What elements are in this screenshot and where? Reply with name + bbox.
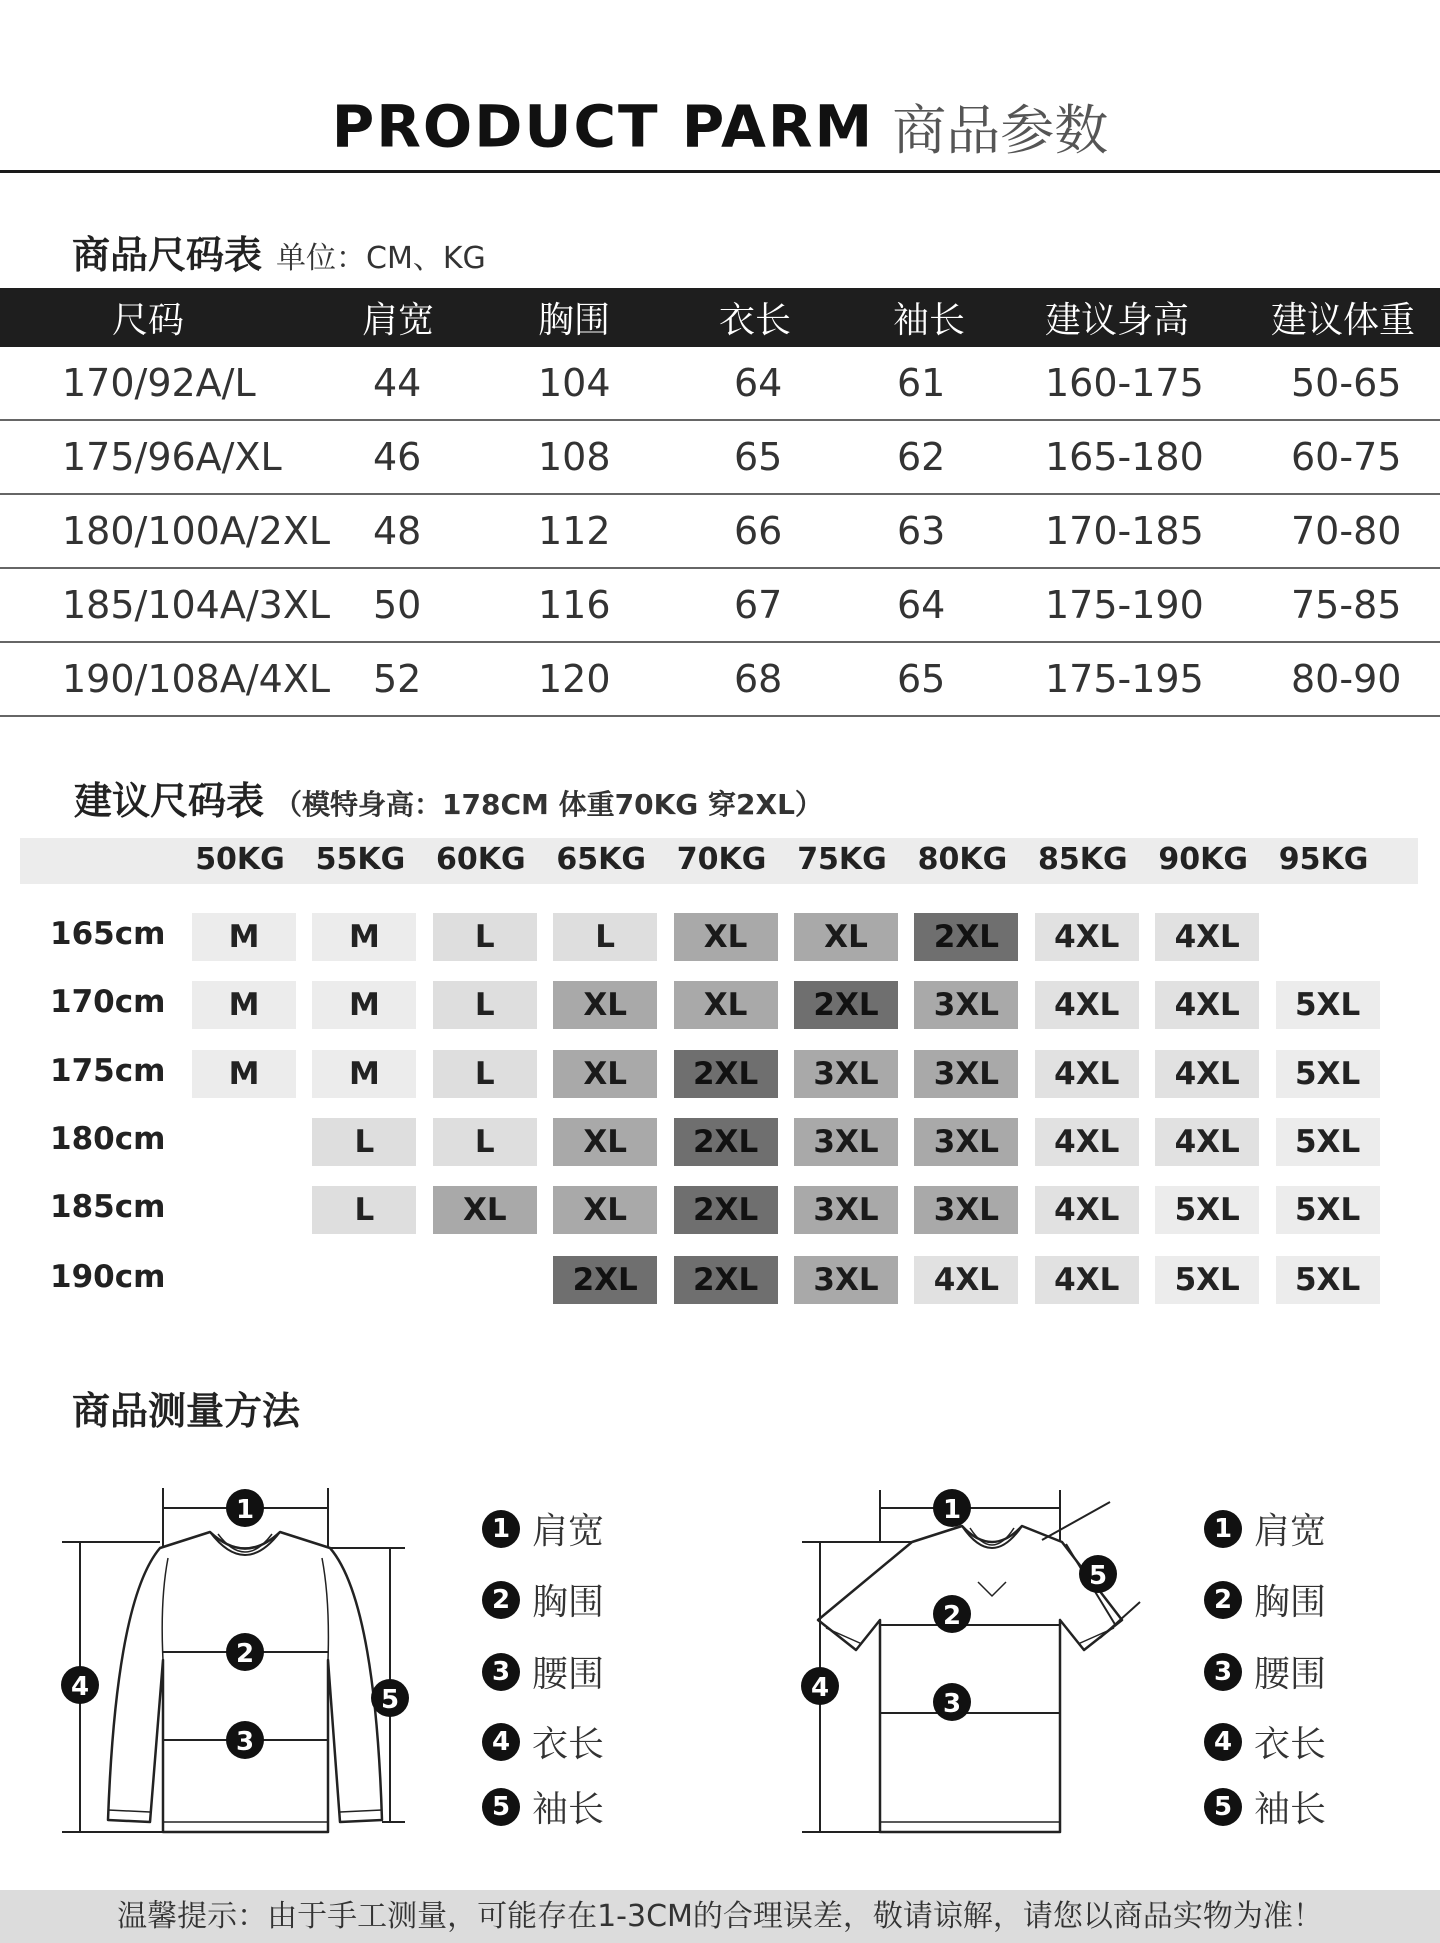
table-cell: 61 (870, 347, 1025, 420)
legend-label: 袖长 (532, 1789, 605, 1830)
table-cell: 67 (698, 568, 870, 642)
svg-text:4: 4 (810, 1673, 830, 1703)
table-row (0, 347, 1440, 420)
legend-item (482, 1503, 605, 1552)
table-row (0, 568, 1440, 642)
page-header (0, 88, 1440, 165)
size-cell: 3XL (794, 1118, 898, 1166)
table-cell: 160-175 (1025, 347, 1246, 420)
size-cell: 4XL (1035, 1118, 1139, 1166)
legend-number: 3 (482, 1653, 520, 1691)
table-cell: 108 (518, 420, 698, 494)
legend-item (1204, 1503, 1327, 1552)
size-cell: 3XL (794, 1050, 898, 1098)
weight-label: 70KG (676, 842, 767, 877)
table-row (0, 420, 1440, 494)
size-table (0, 288, 1440, 717)
size-cell: M (192, 981, 296, 1029)
height-label: 180cm (50, 1121, 166, 1157)
size-cell: 2XL (674, 1118, 778, 1166)
height-label: 170cm (50, 984, 166, 1020)
legend-label: 腰围 (1254, 1654, 1327, 1695)
size-cell: 2XL (674, 1256, 778, 1304)
table-cell: 175/96A/XL (0, 420, 345, 494)
table-cell: 44 (345, 347, 518, 420)
table-cell: 64 (698, 347, 870, 420)
size-cell: 5XL (1276, 1256, 1380, 1304)
col-header: 建议体重 (1246, 288, 1440, 347)
size-cell: 4XL (1035, 913, 1139, 961)
recommend-section-note: （模特身高：178CM 体重70KG 穿2XL） (274, 788, 823, 821)
legend-item (482, 1574, 605, 1623)
weight-label: 90KG (1158, 842, 1248, 877)
weight-label: 65KG (556, 842, 646, 877)
table-cell: 170-185 (1025, 494, 1246, 568)
table-cell: 70-80 (1246, 494, 1440, 568)
size-cell: 2XL (553, 1256, 657, 1304)
legend-item (482, 1716, 605, 1765)
size-cell: 3XL (914, 1118, 1018, 1166)
table-row (0, 642, 1440, 716)
legend-number: 4 (482, 1723, 520, 1761)
table-cell: 46 (345, 420, 518, 494)
table-cell: 175-190 (1025, 568, 1246, 642)
table-cell: 50-65 (1246, 347, 1440, 420)
size-section-unit: 单位：CM、KG (276, 241, 486, 276)
table-cell: 65 (870, 642, 1025, 716)
legend-number: 4 (1204, 1723, 1242, 1761)
table-cell: 75-85 (1246, 568, 1440, 642)
size-cell: 3XL (914, 1186, 1018, 1234)
table-cell: 65 (698, 420, 870, 494)
size-section-heading: 商品尺码表 (72, 233, 263, 277)
size-cell: 4XL (1035, 1050, 1139, 1098)
size-cell: L (312, 1118, 416, 1166)
size-cell: 4XL (1155, 913, 1259, 961)
size-cell: 5XL (1276, 1186, 1380, 1234)
legend-item (1204, 1646, 1327, 1695)
recommend-section-heading: 建议尺码表 (74, 779, 265, 823)
size-cell: XL (553, 1050, 657, 1098)
size-cell: XL (553, 1186, 657, 1234)
svg-text:2: 2 (235, 1639, 255, 1669)
table-cell: 62 (870, 420, 1025, 494)
legend-label: 衣长 (1254, 1724, 1327, 1765)
size-cell: 3XL (794, 1186, 898, 1234)
header-divider (0, 170, 1440, 173)
table-cell: 64 (870, 568, 1025, 642)
height-label: 175cm (50, 1053, 166, 1089)
height-label: 165cm (50, 916, 166, 952)
legend-label: 胸围 (532, 1582, 605, 1623)
long-sleeve-diagram (60, 1470, 430, 1840)
table-cell: 170/92A/L (0, 347, 345, 420)
legend-number: 5 (482, 1788, 520, 1826)
svg-text:5: 5 (1088, 1561, 1108, 1591)
table-cell: 50 (345, 568, 518, 642)
size-cell: 4XL (1035, 981, 1139, 1029)
page-title-cn: 商品参数 (892, 99, 1109, 162)
table-cell: 63 (870, 494, 1025, 568)
svg-text:1: 1 (942, 1495, 962, 1525)
legend-label: 肩宽 (532, 1511, 605, 1552)
size-cell: 2XL (674, 1050, 778, 1098)
size-table-header (0, 288, 1440, 347)
table-cell: 185/104A/3XL (0, 568, 345, 642)
weight-label: 80KG (917, 842, 1008, 877)
table-cell: 112 (518, 494, 698, 568)
legend-label: 袖长 (1254, 1789, 1327, 1830)
page-title-en: PRODUCT PARM (331, 92, 875, 161)
table-cell: 68 (698, 642, 870, 716)
size-cell: L (312, 1186, 416, 1234)
size-cell: 3XL (794, 1256, 898, 1304)
size-cell: 5XL (1276, 1050, 1380, 1098)
legend-label: 肩宽 (1254, 1511, 1327, 1552)
size-cell: 5XL (1276, 981, 1380, 1029)
legend-item (482, 1646, 605, 1695)
svg-text:3: 3 (235, 1727, 255, 1757)
size-cell: L (553, 913, 657, 961)
weight-label: 95KG (1278, 842, 1369, 877)
table-cell: 120 (518, 642, 698, 716)
size-cell: 2XL (794, 981, 898, 1029)
size-cell: 5XL (1155, 1256, 1259, 1304)
col-header: 袖长 (870, 288, 1025, 347)
recommend-section-title (74, 770, 823, 825)
size-cell: M (312, 981, 416, 1029)
svg-text:1: 1 (235, 1495, 255, 1525)
size-cell: M (192, 1050, 296, 1098)
table-cell: 190/108A/4XL (0, 642, 345, 716)
legend-item (1204, 1781, 1327, 1830)
size-cell: L (433, 1118, 537, 1166)
size-cell: 3XL (914, 1050, 1018, 1098)
size-cell: 4XL (1155, 1118, 1259, 1166)
legend-number: 2 (1204, 1581, 1242, 1619)
weight-label: 55KG (315, 842, 406, 877)
size-cell: 2XL (914, 913, 1018, 961)
weight-label: 75KG (797, 842, 887, 877)
col-header: 肩宽 (345, 288, 518, 347)
table-cell: 66 (698, 494, 870, 568)
size-cell: M (312, 913, 416, 961)
legend-number: 1 (1204, 1510, 1242, 1548)
size-cell: M (192, 913, 296, 961)
legend-label: 衣长 (532, 1724, 605, 1765)
legend-number: 5 (1204, 1788, 1242, 1826)
size-cell: 4XL (1155, 1050, 1259, 1098)
footer-note: 温馨提示：由于手工测量，可能存在1-3CM的合理误差，敬请谅解，请您以商品实物为准！ (0, 1890, 1440, 1943)
size-cell: L (433, 913, 537, 961)
weight-label: 50KG (195, 842, 285, 877)
size-cell: 4XL (1035, 1186, 1139, 1234)
table-cell: 165-180 (1025, 420, 1246, 494)
size-cell: XL (674, 913, 778, 961)
size-cell: XL (674, 981, 778, 1029)
size-cell: XL (553, 1118, 657, 1166)
size-cell: 2XL (674, 1186, 778, 1234)
legend-item (1204, 1574, 1327, 1623)
table-cell: 80-90 (1246, 642, 1440, 716)
legend-number: 2 (482, 1581, 520, 1619)
size-cell: M (312, 1050, 416, 1098)
table-cell: 104 (518, 347, 698, 420)
height-label: 190cm (50, 1259, 166, 1295)
svg-text:5: 5 (380, 1685, 400, 1715)
table-cell: 60-75 (1246, 420, 1440, 494)
size-cell: L (433, 981, 537, 1029)
tshirt-diagram (792, 1470, 1182, 1840)
size-cell: 4XL (1035, 1256, 1139, 1304)
size-cell: 4XL (1155, 981, 1259, 1029)
col-header: 尺码 (0, 288, 345, 347)
table-row (0, 494, 1440, 568)
size-cell: 4XL (914, 1256, 1018, 1304)
size-cell: 3XL (914, 981, 1018, 1029)
legend-label: 腰围 (532, 1654, 605, 1695)
svg-text:4: 4 (70, 1672, 90, 1702)
height-label: 185cm (50, 1189, 166, 1225)
col-header: 胸围 (518, 288, 698, 347)
size-cell: 5XL (1276, 1118, 1380, 1166)
svg-text:3: 3 (942, 1689, 962, 1719)
legend-label: 胸围 (1254, 1582, 1327, 1623)
measure-section-title: 商品测量方法 (72, 1389, 301, 1433)
size-section-title (72, 224, 486, 279)
weight-label: 85KG (1037, 842, 1128, 877)
size-cell: XL (553, 981, 657, 1029)
legend-item (1204, 1716, 1327, 1765)
legend-number: 1 (482, 1510, 520, 1548)
table-cell: 180/100A/2XL (0, 494, 345, 568)
table-cell: 116 (518, 568, 698, 642)
legend-number: 3 (1204, 1653, 1242, 1691)
col-header: 衣长 (698, 288, 870, 347)
size-cell: L (433, 1050, 537, 1098)
table-cell: 52 (345, 642, 518, 716)
svg-text:2: 2 (942, 1601, 962, 1631)
size-cell: XL (794, 913, 898, 961)
table-cell: 48 (345, 494, 518, 568)
legend-item (482, 1781, 605, 1830)
size-cell: XL (433, 1186, 537, 1234)
col-header: 建议身高 (1025, 288, 1246, 347)
size-cell: 5XL (1155, 1186, 1259, 1234)
weight-label: 60KG (435, 842, 526, 877)
table-cell: 175-195 (1025, 642, 1246, 716)
